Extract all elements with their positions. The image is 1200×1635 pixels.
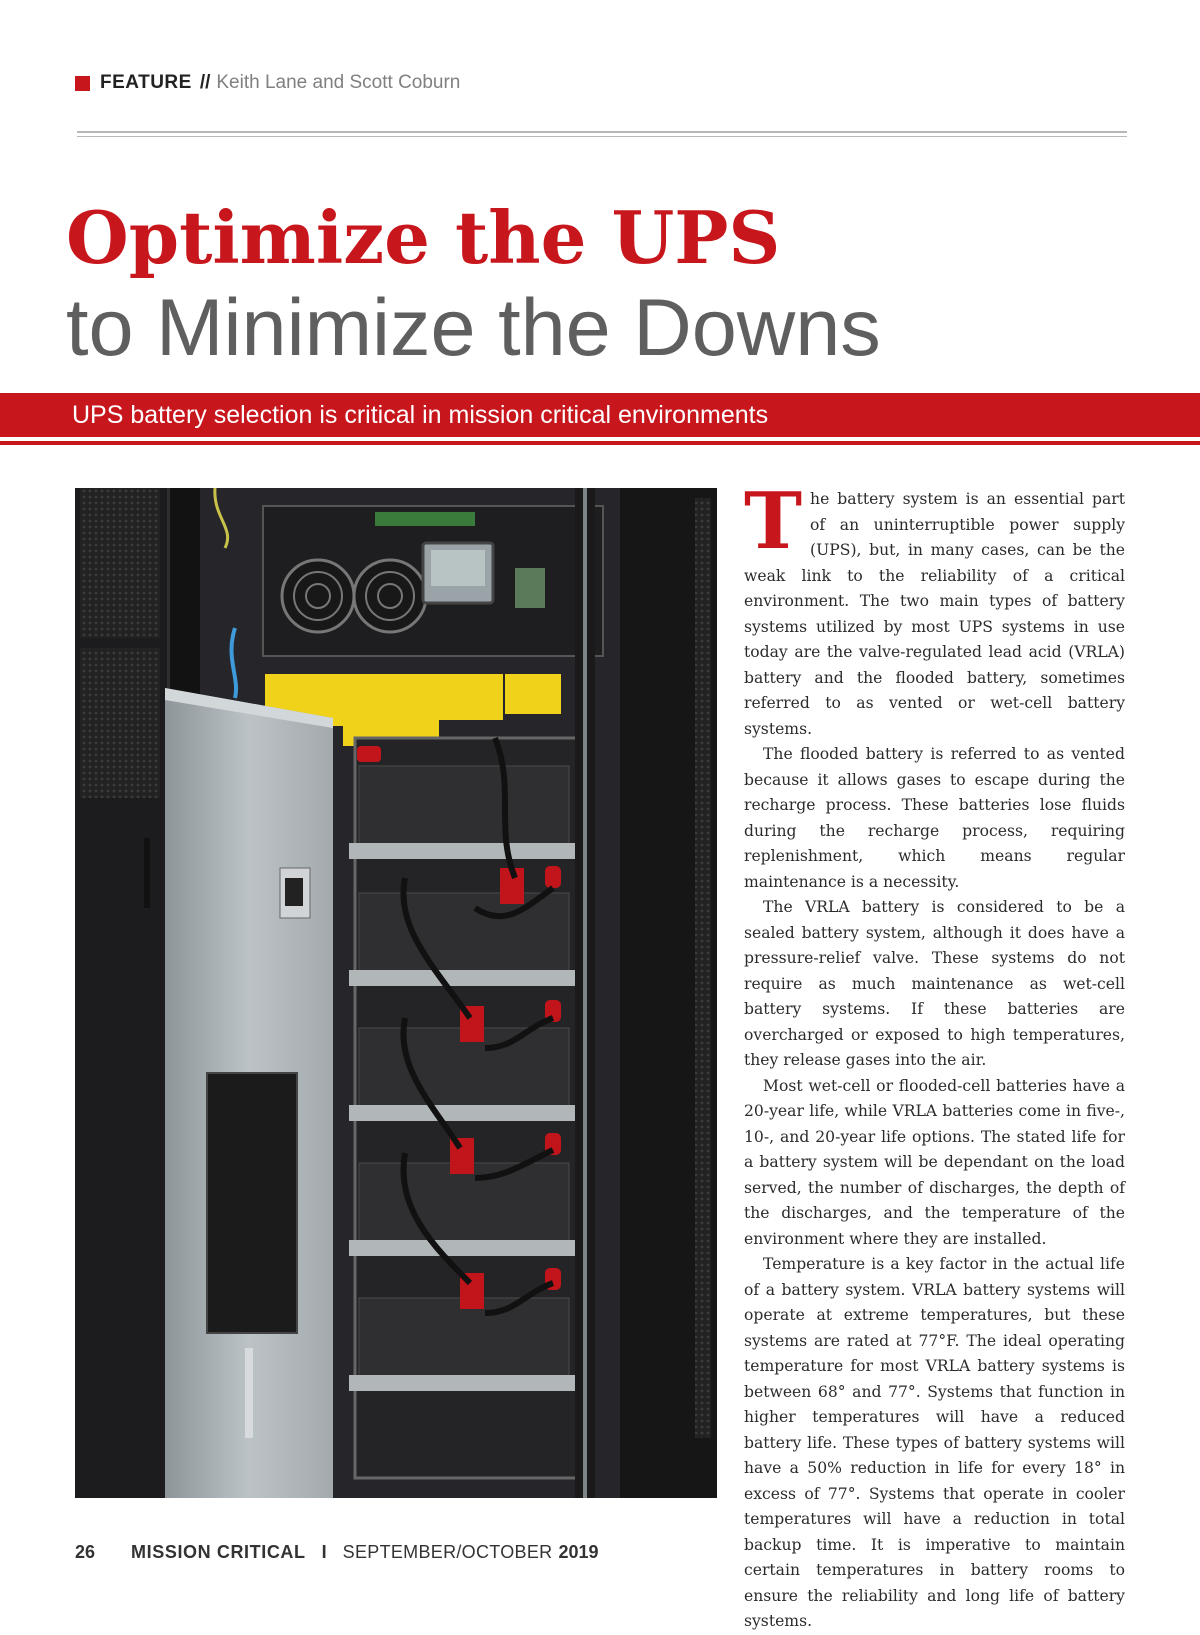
page-number: 26 (75, 1541, 96, 1562)
headline: Optimize the UPS (66, 195, 781, 280)
headline-subline: to Minimize the Downs (66, 283, 881, 373)
footer-separator: I (321, 1541, 327, 1562)
article-body (744, 476, 1125, 1635)
article-paragraph-2: The flooded battery is referred to as vented because it allows gases to escape during the recharge process. These batteries lose fluids during the recharge process, requiring replenishment, which means regular maintenance is a necessity. (744, 745, 1125, 891)
article-paragraph-3: The VRLA battery is considered to be a sealed battery system, although it does have a pressure-relief valve. These systems do not require as much maintenance as wet-cell battery systems. If these batteries are overcharged or exposed to high temperatures, they release gases into the air. (744, 898, 1125, 1069)
drop-cap: T (744, 476, 803, 567)
header-separator: // (199, 72, 211, 93)
ups-battery-cabinet-photo (75, 488, 717, 1498)
article-paragraph-4: Most wet-cell or flooded-cell batteries have a 20-year life, while VRLA batteries come in five-, 10-, and 20-year life options. The stated life for a battery system will be dependant on the load served, the number of discharges, the depth of the discharges, and the temperature of the environment where they are installed. (744, 1076, 1125, 1248)
header-rule-thin (77, 136, 1127, 137)
article-paragraph-5: Temperature is a key factor in the actual life of a battery system. VRLA battery systems will operate at extreme temperatures, but these systems are rated at 77°F. The ideal operating temperature for most VRLA battery systems is between 68° and 77°. Systems that function in higher temperatures will have a reduced battery life. These types of battery systems will have a 50% reduction in life for every 18° in excess of 77°. Systems that operate in cooler temperatures will have a reduction in total backup time. It is imperative to maintain certain temperatures in battery rooms to ensure the reliability and long life of battery systems. (744, 1255, 1125, 1630)
paragraph-text: he battery system is an essential part of an uninterruptible power supply (UPS), but, in many cases, can be the weak link to the reliability of a critical environment. The two main types of battery systems utilized by most UPS systems in use today are the valve-regulated lead acid (VRLA) battery and the flooded battery, sometimes referred to as vented or wet-cell battery systems. (744, 490, 1125, 738)
page-footer (75, 1538, 599, 1566)
issue-date: SEPTEMBER/OCTOBER (342, 1541, 553, 1562)
issue-year: 2019 (558, 1541, 599, 1562)
article-header (75, 70, 460, 96)
byline: Keith Lane and Scott Coburn (216, 72, 461, 93)
section-marker-icon (75, 76, 90, 91)
header-rule (77, 131, 1127, 133)
magazine-name: MISSION CRITICAL (131, 1541, 306, 1562)
article-paragraph-1 (744, 476, 1125, 742)
section-label: FEATURE (100, 72, 192, 93)
subtitle-banner: UPS battery selection is critical in mission critical environments (0, 393, 1200, 437)
banner-rule (0, 441, 1200, 445)
